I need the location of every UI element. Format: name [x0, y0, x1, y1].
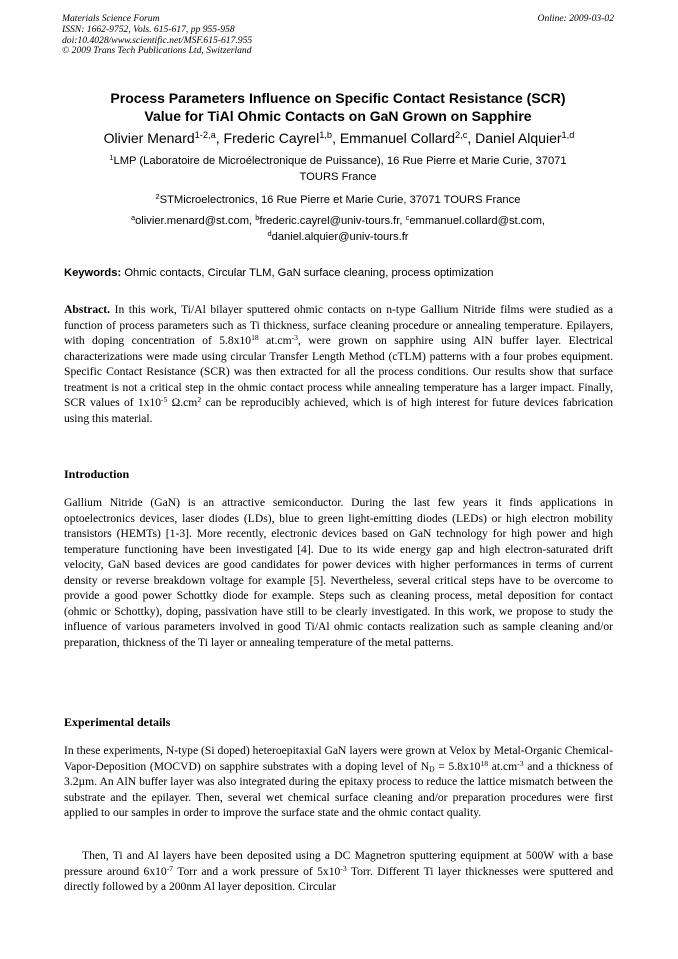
superscript: -3	[291, 332, 298, 342]
author-affil-mark: 1-2,a	[194, 129, 216, 140]
affil-1-line-1: LMP (Laboratoire de Microélectronique de Puissance), 16 Rue Pierre et Marie Curie, 37071	[113, 155, 567, 167]
title-line-1: Process Parameters Influence on Specific Contact Resistance (SCR)	[110, 90, 566, 106]
title-line-2: Value for TiAl Ohmic Contacts on GaN Grown on Sapphire	[144, 107, 532, 124]
doi-line[interactable]: doi:10.4028/www.scientific.net/MSF.615-617.955	[62, 34, 253, 46]
affiliation-1	[62, 154, 614, 185]
copyright-line: © 2009 Trans Tech Publications Ltd, Switzerland	[62, 45, 252, 57]
section-heading-introduction: Introduction	[64, 467, 130, 481]
body-text: at.cm	[488, 759, 518, 773]
online-date: Online: 2009-03-02	[537, 13, 614, 24]
body-text: In these experiments, N-type (Si doped) heteroepitaxial GaN layers were grown at Velox by Metal-Organic Chemical-Vapor-Deposition (MOCVD) on sapphire substrates with a doping level of N	[64, 744, 613, 773]
abstract-label: Abstract.	[64, 303, 111, 316]
introduction-paragraph: Gallium Nitride (GaN) is an attractive semiconductor. During the last few years it finds applications in optoelectronics devices, laser diodes (LDs), blue to green light-emitting diodes (LEDs) or high electron mobility transistors (HEMTs) [1-3]. More recently, electronic devices based on GaN technology for high power and high temperature functioning have been investigated [4]. Due to its wide energy gap and high electron-saturated drift velocity, GaN based devices are good candidates for power devices with higher performances in terms of current density or reverse breakdown voltage for example [5]. Nevertheless, several critical steps have to be overcome to provide a good power Schottky diode for example. Steps such as cleaning process, metal deposition for contact (ohmic or Schottky), doping, passivation have still to be clearly investigated. In this work, we propose to study the influence of various parameters involved in good Ti/Al ohmic contacts realization such as sample cleaning and/or preparation, thickness of the Ti layer or annealing temperature of the metal patterns.	[64, 496, 613, 649]
email-address[interactable]: emmanuel.collard@st.com,	[409, 215, 546, 227]
abstract-text: Ω.cm	[167, 396, 198, 409]
author-affil-mark: 2,c	[455, 129, 468, 140]
email-mark: c	[405, 212, 410, 222]
author-list: Olivier Menard$^{1-2,a}$, Frederic Cayrel$^{1,b}$, Emmanuel Collard$^{2,c}$, Daniel Alquier$^{1,d}$	[103, 129, 575, 146]
body-text: and a thickness of 3.2µm. An AlN buffer layer was also integrated during the epitaxy process to reduce the lattice mismatch between the substrate and the epilayer. Then, several wet chemical surface cleaning and/or preparation procedures were first applied to our samples in order to improve the surface state and the ohmic contact quality.	[64, 759, 614, 819]
email-address[interactable]: frederic.cayrel@univ-tours.fr,	[259, 215, 403, 227]
author-name: Olivier Menard	[103, 130, 195, 146]
keywords-label: Keywords:	[64, 267, 122, 279]
author-affil-mark: 1,b	[319, 129, 333, 140]
email-address[interactable]: olivier.menard@st.com,	[135, 215, 253, 227]
abstract-text: In this work, Ti/Al bilayer sputtered ohmic contacts on n-type Gallium Nitride films were studied as a function of process parameters such as Ti thickness, surface cleaning procedure or annealing temperature. Epilayers, with doping concentration of 5.8x10	[64, 303, 613, 347]
issn-line: ISSN: 1662-9752, Vols. 615-617, pp 955-958	[62, 23, 235, 35]
superscript: -3	[340, 863, 347, 873]
subscript: D	[429, 764, 435, 774]
superscript: -5	[161, 394, 168, 404]
abstract-text: can be reproducibly achieved, which is of high interest for future devices fabrication using this material.	[64, 396, 614, 425]
abstract-text: , were grown on sapphire using AlN buffer layer. Electrical characterizations were made using circular Transfer Length Method (cTLM) patterns with a four probes equipment. Specific Contact Resistance (SCR) was then extracted for all the process conditions. Our results show that surface treatment is not a critical step in the ohmic contact process while annealing temperature has a larger impact. Finally, SCR values of 1x10	[64, 334, 614, 409]
journal-header	[62, 14, 252, 57]
abstract-text: at.cm	[258, 334, 292, 347]
body-text: Torr and a work pressure of 5x10	[173, 864, 341, 878]
author-name: Frederic Cayrel	[223, 130, 320, 146]
superscript: 2	[197, 394, 202, 404]
keywords	[64, 266, 614, 280]
affil-2-text: STMicroelectronics, 16 Rue Pierre et Marie Curie, 37071 TOURS France	[159, 194, 521, 206]
journal-name: Materials Science Forum	[62, 13, 160, 24]
superscript: -3	[517, 758, 524, 768]
section-heading-experimental: Experimental details	[64, 715, 171, 729]
email-list	[62, 214, 614, 245]
experimental-paragraph-1	[64, 743, 613, 821]
email-mark: a	[130, 212, 136, 222]
superscript: 18	[251, 332, 259, 342]
email-address[interactable]: daniel.alquier@univ-tours.fr	[271, 230, 409, 243]
superscript: -7	[166, 863, 174, 873]
affil-mark: 1	[109, 152, 114, 162]
email-mark: b	[255, 212, 260, 222]
body-text: = 5.8x10	[434, 759, 481, 773]
abstract	[64, 302, 613, 426]
experimental-paragraph-2	[64, 848, 613, 895]
affil-1-line-2: TOURS France	[299, 170, 377, 183]
body-text: Torr. Different Ti layer thicknesses were sputtered and directly followed by a 200nm Al layer deposition. Circular	[64, 864, 614, 893]
keywords-text: Ohmic contacts, Circular TLM, GaN surface cleaning, process optimization	[124, 267, 494, 279]
body-text: Then, Ti and Al layers have been deposited using a DC Magnetron sputtering equipment at 500W with a base pressure around 6x10	[64, 849, 613, 878]
affiliation-2	[62, 193, 614, 209]
author-affil-mark: 1,d	[561, 129, 575, 140]
email-mark: d	[267, 228, 272, 238]
superscript: 18	[480, 758, 489, 768]
paper-title	[62, 90, 614, 125]
affil-mark: 2	[155, 191, 160, 201]
author-name: Emmanuel Collard	[339, 130, 456, 146]
author-name: Daniel Alquier	[475, 130, 562, 146]
